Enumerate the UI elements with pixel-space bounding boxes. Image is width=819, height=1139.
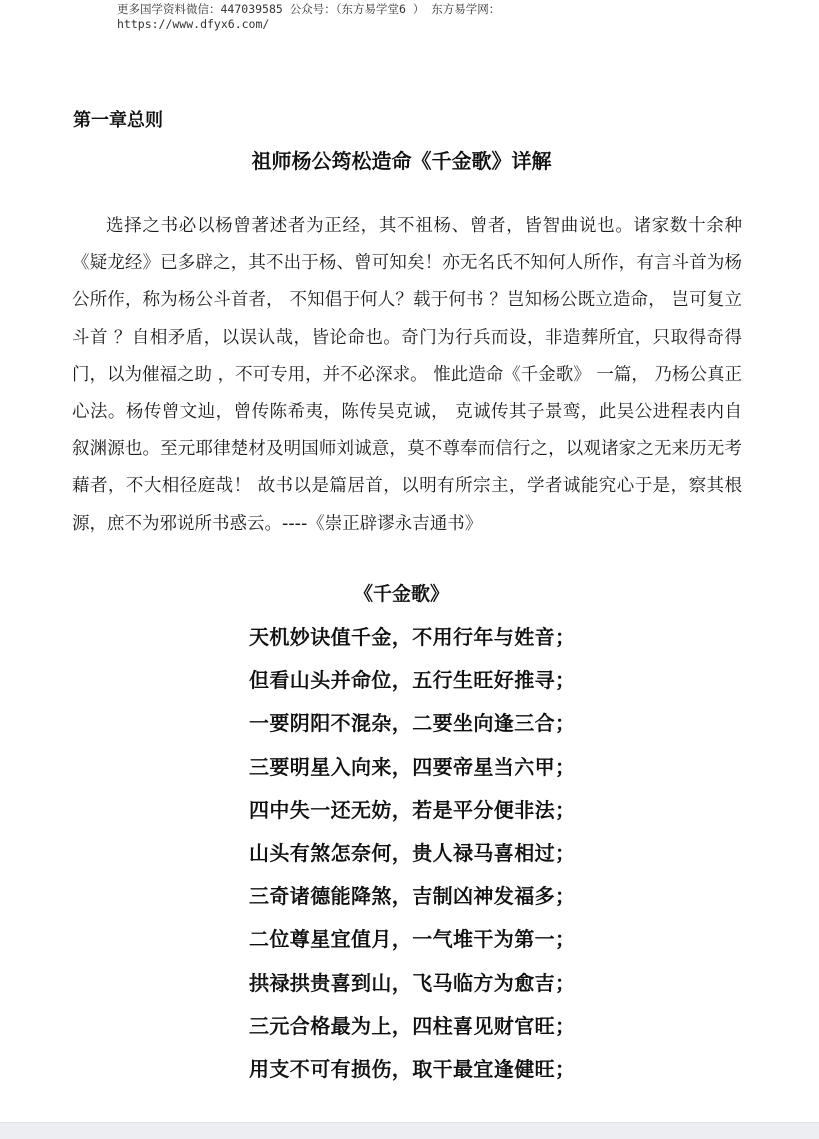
poem-line: 一要阴阳不混杂，二要坐向逢三合；	[249, 711, 576, 736]
poem-line: 四中失一还无妨，若是平分便非法；	[249, 797, 576, 822]
poem-line: 但看山头并命位，五行生旺好推寻；	[249, 668, 576, 693]
poem-line: 三元合格最为上，四柱喜见财官旺；	[249, 1013, 576, 1038]
header-contact-line: 更多国学资料微信：447039585 公众号：（东方易学堂6 ） 东方易学网：	[117, 2, 501, 16]
document-title: 祖师杨公筠松造命《千金歌》详解	[251, 149, 552, 173]
poem-line: 三奇诸德能降煞，吉制凶神发福多；	[249, 884, 576, 909]
source-header	[117, 2, 500, 32]
viewer-bottom-bar	[0, 1122, 819, 1139]
intro-paragraph: 选择之书必以杨曾著述者为正经，其不祖杨、曾者，皆智曲说也。诸家数十余种《疑龙经》已多辟之，其不出于杨、曾可知矣！亦无名氏不知何人所作，有言斗首为杨公所作，称为杨公斗首者， 不知倡于何人？载于何书 ？岂知杨公既立造命， 岂可复立斗首 ？自相矛盾，以误认哉，皆论命也。奇门为行兵而设，非造葬所宜，只取得奇得门，以为催福之助 ，不可专用，并不必深求。 惟此造命《千金歌》 一篇， 乃杨公真正心法。杨传曾文辿，曾传陈希夷，陈传吴克诚， 克诚传其子景鸾，此吴公进程表内自叙渊源也。至元耶律楚材及明国师刘诚意，莫不尊奉而信行之，以观诸家之无来历无考藉者，不大相径庭哉！ 故书以是篇居首，以明有所宗主，学者诚能究心于是，察其根源，庶不为邪说所书惑云。----《崇正辟谬永吉通书》	[72, 216, 742, 534]
poem-title: 《千金歌》	[353, 583, 449, 605]
poem-line: 拱禄拱贵喜到山，飞马临方为愈吉；	[249, 970, 576, 995]
poem-line: 二位尊星宜值月，一气堆干为第一；	[249, 927, 576, 952]
poem-line: 三要明星入向来，四要帝星当六甲；	[249, 754, 576, 779]
poem-line: 用支不可有损伤，取干最宜逢健旺；	[249, 1056, 576, 1081]
poem-line: 天机妙诀值千金，不用行年与姓音；	[249, 625, 576, 649]
poem-line: 山头有煞怎奈何，贵人禄马喜相过；	[249, 840, 576, 865]
header-url-line: https://www.dfyx6.com/	[117, 17, 270, 31]
poem-lines	[249, 619, 575, 1094]
chapter-title: 第一章总则	[73, 110, 163, 131]
